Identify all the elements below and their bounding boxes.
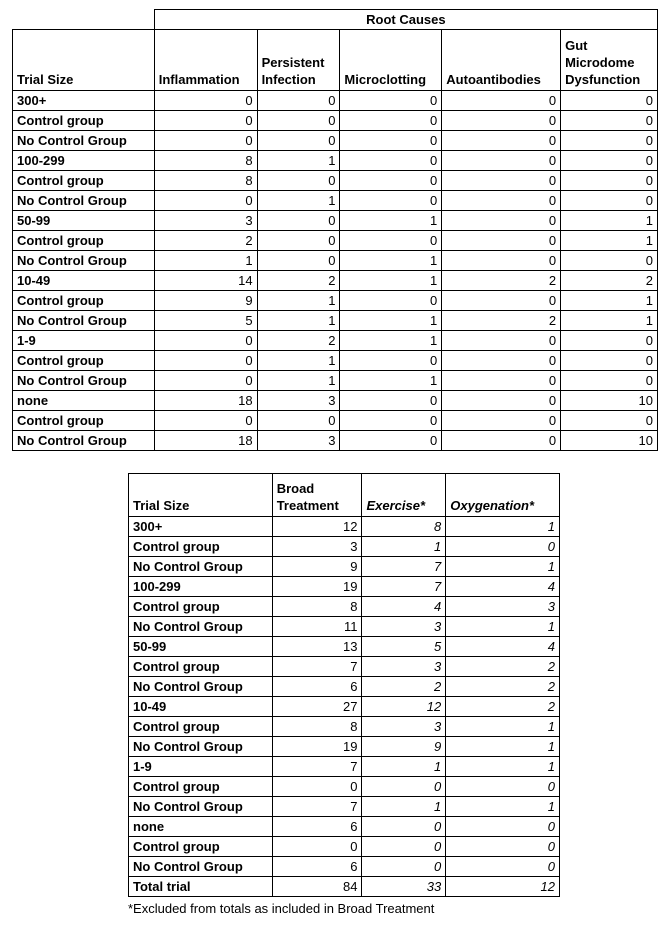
table-row [129,697,560,717]
table-cell: 1 [446,557,560,577]
table-row [13,431,658,451]
table-cell: 3 [154,211,257,231]
table-cell: 7 [362,557,446,577]
row-label: none [13,391,155,411]
header-autoantibodies: Autoantibodies [442,30,561,91]
table-cell: 4 [446,577,560,597]
row-label: Control group [129,657,273,677]
table-cell: 0 [442,191,561,211]
table-cell: 19 [272,737,362,757]
table-row [129,857,560,877]
header-trial-size: Trial Size [13,30,155,91]
table-cell: 0 [340,131,442,151]
table-cell: 1 [340,271,442,291]
table-cell: 9 [154,291,257,311]
row-label: none [129,817,273,837]
table-row [129,877,560,897]
row-label: Control group [129,537,273,557]
table-cell: 5 [362,637,446,657]
table-row [129,677,560,697]
table-cell: 0 [442,111,561,131]
table-cell: 0 [446,817,560,837]
table-cell: 0 [340,291,442,311]
table-cell: 8 [272,597,362,617]
table-cell: 1 [340,211,442,231]
table-row [129,597,560,617]
table-cell: 0 [257,411,340,431]
row-label: Control group [13,111,155,131]
table-row [129,577,560,597]
table-cell: 9 [272,557,362,577]
row-label: Control group [13,291,155,311]
table-cell: 0 [446,537,560,557]
table-cell: 2 [154,231,257,251]
table-cell: 0 [257,111,340,131]
table-row [13,231,658,251]
table-cell: 12 [362,697,446,717]
row-label: 300+ [13,91,155,111]
blank-corner-cell [13,10,155,30]
table-cell: 0 [442,331,561,351]
table-row [13,391,658,411]
table-cell: 1 [561,231,658,251]
table-cell: 6 [272,857,362,877]
table-cell: 1 [154,251,257,271]
row-label: Total trial [129,877,273,897]
row-label: No Control Group [129,617,273,637]
table-row [129,637,560,657]
header-trial-size: Trial Size [129,474,273,517]
table-row [129,757,560,777]
table-cell: 1 [340,311,442,331]
table-cell: 3 [446,597,560,617]
row-label: Control group [129,717,273,737]
table-cell: 0 [442,351,561,371]
table-cell: 1 [446,617,560,637]
table-row [13,151,658,171]
table-cell: 19 [272,577,362,597]
row-label: No Control Group [129,797,273,817]
table-cell: 8 [362,517,446,537]
table-cell: 0 [340,151,442,171]
table-cell: 1 [340,251,442,271]
treatments-table [128,473,560,897]
header-broad-treatment: Broad Treatment [272,474,362,517]
table-cell: 14 [154,271,257,291]
table-cell: 7 [362,577,446,597]
table-cell: 4 [362,597,446,617]
table-row [13,171,658,191]
table-cell: 8 [272,717,362,737]
table-cell: 18 [154,431,257,451]
table-row [129,817,560,837]
table-cell: 0 [442,211,561,231]
header-oxygenation: Oxygenation* [446,474,560,517]
table-cell: 0 [340,171,442,191]
table-cell: 0 [442,91,561,111]
table-cell: 2 [257,271,340,291]
table-row [13,191,658,211]
table-cell: 0 [340,431,442,451]
row-label: Control group [13,231,155,251]
table-cell: 2 [446,697,560,717]
row-label: 10-49 [129,697,273,717]
table-cell: 0 [272,837,362,857]
table-cell: 7 [272,657,362,677]
row-label: No Control Group [13,371,155,391]
header-persistent-infection: Persistent Infection [257,30,340,91]
row-label: 100-299 [129,577,273,597]
table-row [129,657,560,677]
table-cell: 8 [154,151,257,171]
table-cell: 1 [340,331,442,351]
row-label: No Control Group [129,557,273,577]
table-cell: 0 [561,411,658,431]
table-row [129,717,560,737]
table-cell: 10 [561,391,658,411]
table-cell: 3 [272,537,362,557]
table-cell: 9 [362,737,446,757]
table-cell: 0 [561,191,658,211]
table-cell: 0 [362,817,446,837]
table-cell: 1 [561,211,658,231]
row-label: 1-9 [13,331,155,351]
table-row [13,351,658,371]
root-causes-table [12,9,658,451]
row-label: 50-99 [129,637,273,657]
table-row [13,291,658,311]
table-row [129,517,560,537]
table-cell: 0 [442,291,561,311]
table-cell: 0 [561,111,658,131]
table-cell: 1 [362,537,446,557]
table-cell: 8 [154,171,257,191]
footnote: *Excluded from totals as included in Broad Treatment [128,901,435,916]
table-cell: 0 [362,837,446,857]
table-cell: 0 [257,231,340,251]
table-row [13,251,658,271]
table-row [13,371,658,391]
table-cell: 0 [340,411,442,431]
table-cell: 2 [442,311,561,331]
table-cell: 11 [272,617,362,637]
header-microclotting: Microclotting [340,30,442,91]
row-label: Control group [129,837,273,857]
table-cell: 0 [154,191,257,211]
table-row [13,311,658,331]
table-cell: 7 [272,757,362,777]
table-cell: 0 [340,231,442,251]
table-row [13,131,658,151]
table-row [129,777,560,797]
table-cell: 0 [340,91,442,111]
table-row [13,111,658,131]
table-cell: 6 [272,677,362,697]
table-cell: 0 [442,391,561,411]
table-cell: 3 [257,391,340,411]
table-cell: 1 [257,151,340,171]
table-row [13,271,658,291]
table-row [13,211,658,231]
table-cell: 0 [561,331,658,351]
table-cell: 3 [362,657,446,677]
table-cell: 0 [446,777,560,797]
table-cell: 1 [446,737,560,757]
table-cell: 0 [340,111,442,131]
row-label: 10-49 [13,271,155,291]
table-cell: 1 [446,797,560,817]
row-label: No Control Group [129,677,273,697]
table-cell: 1 [257,191,340,211]
root-causes-group-header: Root Causes [154,10,657,30]
row-label: No Control Group [13,251,155,271]
table-cell: 0 [257,91,340,111]
table-cell: 0 [561,251,658,271]
table-cell: 2 [446,677,560,697]
table-row [13,91,658,111]
table-cell: 2 [446,657,560,677]
header-gut-microdome-dysfunction: Gut Microdome Dysfunction [561,30,658,91]
table-cell: 2 [362,677,446,697]
table-cell: 0 [442,411,561,431]
row-label: No Control Group [13,311,155,331]
table-cell: 0 [446,857,560,877]
table-cell: 2 [561,271,658,291]
row-label: Control group [13,411,155,431]
table-cell: 0 [154,91,257,111]
table-cell: 2 [257,331,340,351]
table-cell: 5 [154,311,257,331]
table-cell: 1 [446,757,560,777]
row-label: 300+ [129,517,273,537]
table-cell: 33 [362,877,446,897]
table-cell: 0 [272,777,362,797]
header-exercise: Exercise* [362,474,446,517]
table-cell: 6 [272,817,362,837]
table-cell: 1 [257,291,340,311]
table-cell: 0 [442,371,561,391]
row-label: Control group [129,597,273,617]
table-cell: 0 [340,391,442,411]
table-cell: 2 [442,271,561,291]
table-cell: 0 [257,171,340,191]
row-label: 1-9 [129,757,273,777]
row-label: No Control Group [13,131,155,151]
table-cell: 18 [154,391,257,411]
table-cell: 27 [272,697,362,717]
table-row [129,737,560,757]
table-cell: 0 [442,171,561,191]
table-cell: 0 [442,151,561,171]
table-cell: 0 [446,837,560,857]
table-cell: 0 [362,777,446,797]
table-cell: 0 [442,231,561,251]
table-cell: 0 [257,131,340,151]
row-label: No Control Group [129,857,273,877]
row-label: Control group [129,777,273,797]
table-cell: 0 [442,431,561,451]
table-cell: 0 [154,111,257,131]
table-cell: 0 [561,151,658,171]
table-row [129,537,560,557]
table-cell: 1 [446,517,560,537]
table-cell: 0 [340,191,442,211]
table-cell: 1 [446,717,560,737]
row-label: Control group [13,171,155,191]
table-cell: 0 [154,411,257,431]
row-label: No Control Group [13,191,155,211]
row-label: No Control Group [13,431,155,451]
table-cell: 1 [257,371,340,391]
table-row [13,411,658,431]
table-cell: 0 [257,251,340,271]
table-cell: 1 [257,351,340,371]
row-label: No Control Group [129,737,273,757]
table-cell: 0 [154,371,257,391]
row-label: 50-99 [13,211,155,231]
table-cell: 0 [561,351,658,371]
header-inflammation: Inflammation [154,30,257,91]
table-cell: 13 [272,637,362,657]
table-cell: 7 [272,797,362,817]
table-cell: 0 [561,171,658,191]
table-row [129,837,560,857]
table-row [13,331,658,351]
table-cell: 0 [154,331,257,351]
table-cell: 12 [272,517,362,537]
table-cell: 1 [561,291,658,311]
table-cell: 1 [362,757,446,777]
row-label: Control group [13,351,155,371]
table-cell: 84 [272,877,362,897]
table-cell: 0 [362,857,446,877]
table-row [129,797,560,817]
table-cell: 0 [442,251,561,271]
table-cell: 1 [257,311,340,331]
table-row [129,617,560,637]
table-cell: 0 [340,351,442,371]
table-cell: 0 [561,91,658,111]
table-cell: 0 [442,131,561,151]
table-cell: 12 [446,877,560,897]
table-cell: 0 [561,131,658,151]
table-cell: 0 [561,371,658,391]
table-cell: 3 [257,431,340,451]
table-cell: 3 [362,717,446,737]
table-cell: 4 [446,637,560,657]
row-label: 100-299 [13,151,155,171]
table-cell: 0 [257,211,340,231]
table-cell: 3 [362,617,446,637]
table-cell: 1 [340,371,442,391]
table-cell: 0 [154,351,257,371]
table-cell: 10 [561,431,658,451]
table-cell: 1 [362,797,446,817]
table-row [129,557,560,577]
table-cell: 1 [561,311,658,331]
table-cell: 0 [154,131,257,151]
